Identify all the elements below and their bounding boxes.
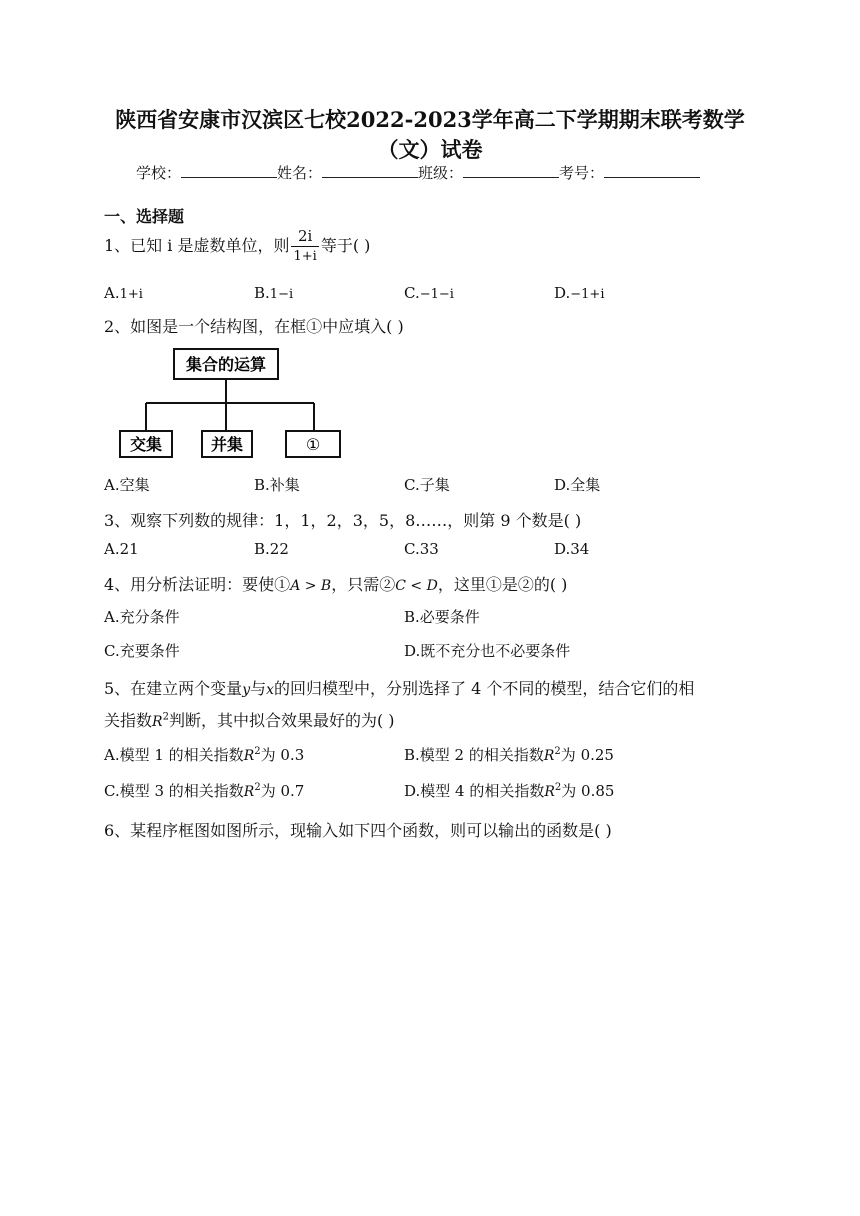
q5-text-b: 与 — [250, 679, 267, 698]
q4-option-a[interactable]: A.充分条件 — [104, 608, 180, 626]
q1-stem-end: 等于( ) — [320, 236, 371, 255]
q5-r-exponent: 2 — [162, 711, 169, 723]
q1-fraction — [291, 226, 318, 267]
q3-option-c[interactable]: C.33 — [404, 540, 439, 558]
q4-stem-mid: ，只需② — [331, 575, 396, 594]
q5-option-a-exp: 2 — [254, 746, 261, 757]
question-3-stem: 3、观察下列数的规律：1，1，2，3，5，8……，则第 9 个数是( ) — [104, 511, 582, 530]
question-1-stem — [104, 226, 370, 267]
diagram-label-blank: ① — [305, 435, 321, 454]
q5-var-y: y — [242, 682, 251, 698]
q4-stem-end: ，这里①是②的( ) — [437, 575, 568, 594]
q1-option-c[interactable] — [404, 284, 454, 302]
q3-option-b[interactable]: B.22 — [254, 540, 289, 558]
class-label: 班级： — [418, 164, 464, 182]
diagram-label-intersection: 交集 — [129, 435, 163, 454]
q5-option-d-value: 为 0.85 — [561, 782, 615, 800]
q5-option-b[interactable] — [404, 744, 614, 765]
q5-option-d[interactable] — [404, 780, 614, 801]
q5-option-b-r: R — [543, 748, 555, 764]
q1-option-d-letter: D. — [554, 284, 571, 302]
q4-option-d[interactable]: D.既不充分也不必要条件 — [404, 642, 571, 660]
q1-fraction-numerator: 2i — [291, 226, 318, 247]
q5-option-b-exp: 2 — [554, 746, 561, 757]
q1-option-c-value: −1−i — [419, 287, 454, 302]
q5-option-a[interactable] — [104, 744, 304, 765]
student-info-row — [136, 162, 700, 183]
exam-number-blank[interactable] — [604, 163, 700, 178]
diagram-label-union: 并集 — [210, 435, 244, 454]
q5-text-e: 判断，其中拟合效果最好的为( ) — [168, 711, 395, 730]
exam-number-label: 考号： — [559, 164, 605, 182]
name-blank[interactable] — [322, 163, 418, 178]
q1-option-b-value: 1−i — [269, 287, 294, 302]
q3-option-a[interactable]: A.21 — [104, 540, 139, 558]
q5-option-c-value: 为 0.7 — [260, 782, 305, 800]
question-2-stem: 2、如图是一个结构图，在框①中应填入( ) — [104, 317, 404, 336]
q4-option-c[interactable]: C.充要条件 — [104, 642, 180, 660]
q1-option-a[interactable] — [104, 284, 143, 302]
q2-option-a[interactable]: A.空集 — [104, 476, 150, 494]
q4-math-condition-1: A > B — [290, 578, 332, 594]
q5-option-a-r: R — [243, 748, 255, 764]
diagram-root-label: 集合的运算 — [185, 355, 267, 374]
q3-option-d[interactable]: D.34 — [554, 540, 590, 558]
q1-option-a-value: 1+i — [119, 287, 143, 302]
structure-diagram — [114, 343, 354, 461]
q1-option-c-letter: C. — [404, 284, 420, 302]
exam-title-line2: （文）试卷 — [377, 137, 483, 162]
q5-option-d-r: R — [544, 784, 555, 800]
section-title: 一、选择题 — [104, 207, 185, 226]
school-label: 学校： — [136, 164, 182, 182]
q5-r-symbol: R — [152, 714, 163, 730]
q5-option-c[interactable] — [104, 780, 304, 801]
q2-option-b[interactable]: B.补集 — [254, 476, 300, 494]
q1-option-d[interactable] — [554, 284, 604, 302]
q5-option-a-value: 为 0.3 — [260, 746, 305, 764]
q5-text-a: 5、在建立两个变量 — [104, 679, 243, 698]
q5-text-d: 关指数 — [104, 711, 153, 730]
q4-stem-text: 4、用分析法证明：要使① — [104, 575, 291, 594]
q5-option-d-text: D.模型 4 的相关指数 — [404, 782, 545, 800]
q5-option-d-exp: 2 — [554, 782, 562, 793]
q5-option-a-text: A.模型 1 的相关指数 — [104, 746, 244, 764]
q5-var-x: x — [266, 682, 275, 698]
q2-option-d[interactable]: D.全集 — [554, 476, 601, 494]
question-4-stem — [104, 572, 567, 595]
q4-option-b[interactable]: B.必要条件 — [404, 608, 480, 626]
q1-option-b-letter: B. — [254, 284, 270, 302]
q5-option-b-text: B.模型 2 的相关指数 — [404, 746, 544, 764]
name-label: 姓名： — [277, 164, 323, 182]
exam-title-line1: 陕西省安康市汉滨区七校2022-2023学年高二下学期期末联考数学 — [115, 107, 745, 132]
q1-stem-text: 1、已知 i 是虚数单位，则 — [104, 236, 290, 255]
question-6-stem: 6、某程序框图如图所示，现输入如下四个函数，则可以输出的函数是( ) — [104, 821, 612, 840]
q5-option-b-value: 为 0.25 — [560, 746, 614, 764]
school-blank[interactable] — [181, 163, 277, 178]
q5-option-c-text: C.模型 3 的相关指数 — [104, 782, 244, 800]
question-5-stem-line2 — [104, 708, 395, 731]
q4-math-condition-2: C < D — [395, 578, 438, 594]
q1-fraction-denominator: 1+i — [293, 249, 317, 264]
q5-option-c-r: R — [243, 784, 255, 800]
class-blank[interactable] — [463, 163, 559, 178]
q5-text-c: 的回归模型中，分别选择了 4 个不同的模型，结合它们的相 — [274, 679, 695, 698]
question-5-stem-line1 — [104, 676, 694, 699]
q1-option-d-value: −1+i — [570, 287, 605, 302]
q1-option-b[interactable] — [254, 284, 293, 302]
q5-option-c-exp: 2 — [254, 782, 261, 793]
q2-option-c[interactable]: C.子集 — [404, 476, 450, 494]
q1-option-a-letter: A. — [104, 284, 120, 302]
